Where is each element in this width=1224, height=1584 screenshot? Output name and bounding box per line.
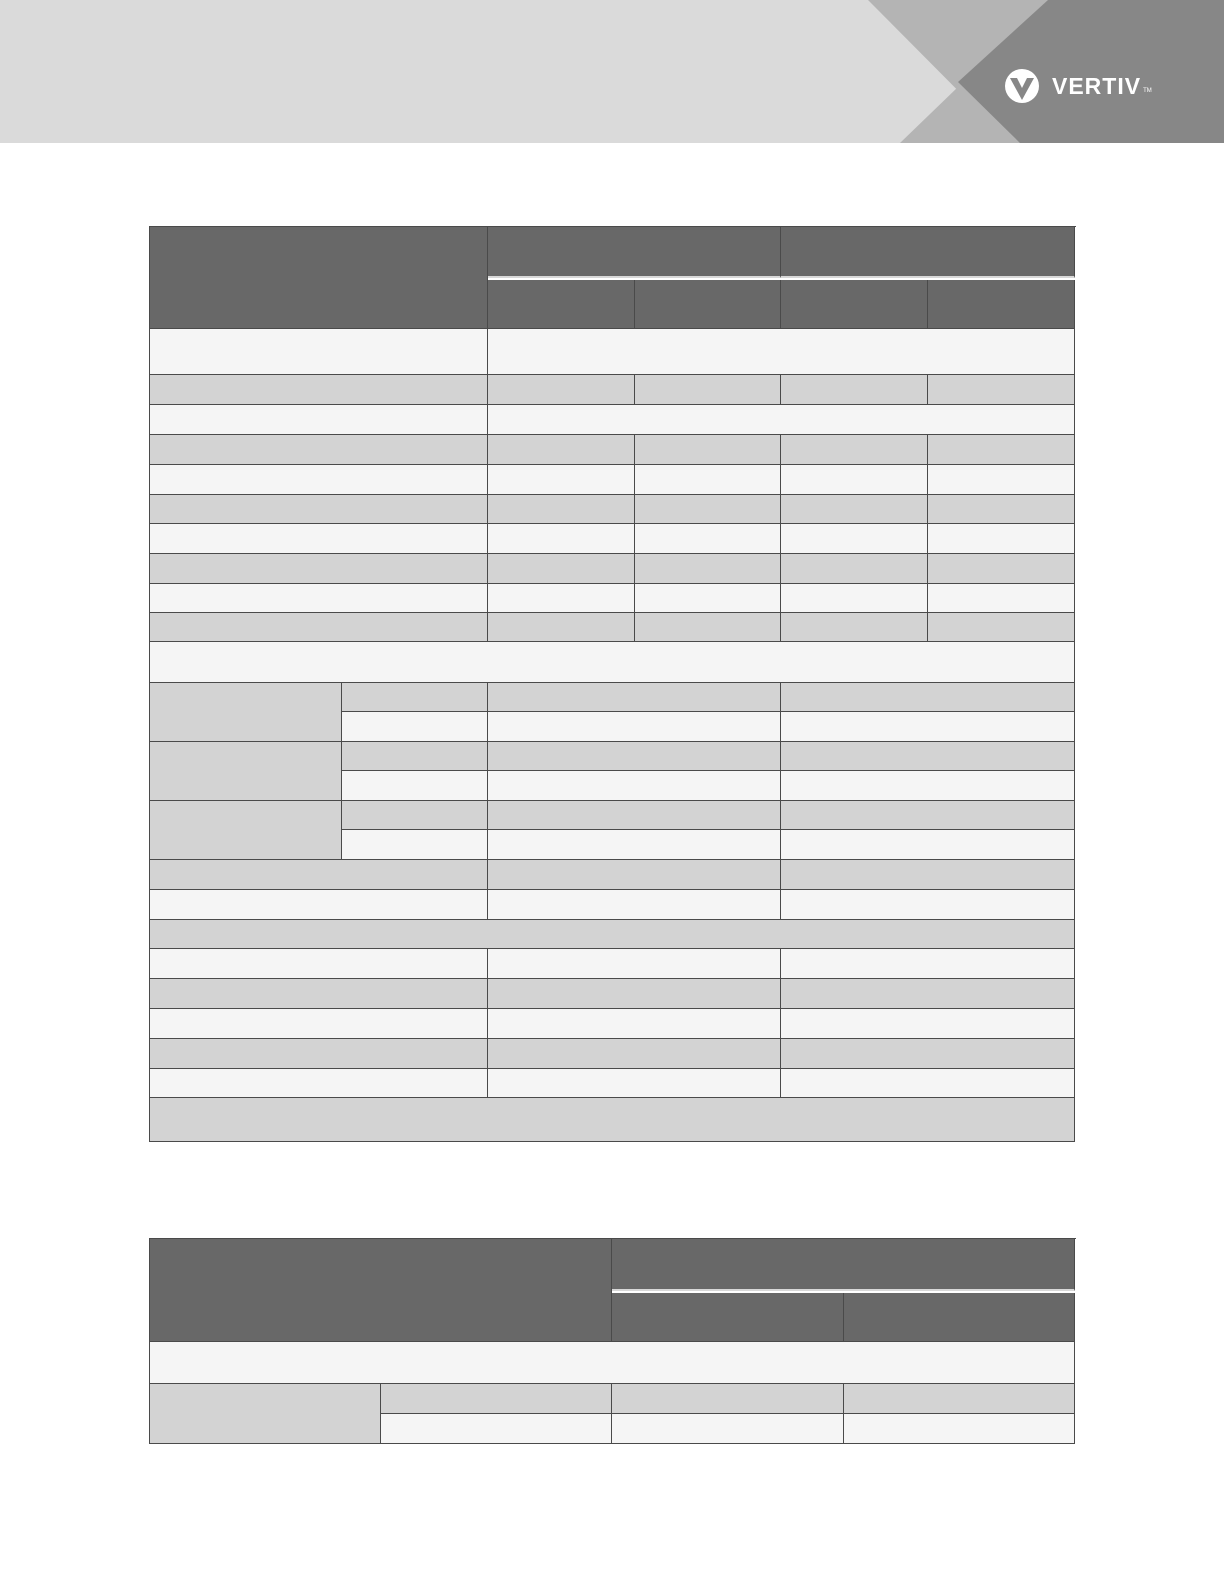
t1-row-value [781,435,928,465]
t1-group-label [150,801,342,860]
t1-row-value [781,495,928,524]
t1-row-value [488,375,635,405]
t1-row-label [150,860,488,890]
t1-row-value [488,465,635,495]
t1-group-label [150,742,342,801]
t1-header-group-b [781,227,1075,278]
vertiv-chevron-logo-icon [1002,68,1042,104]
t1-row-label [150,554,488,584]
t1-row-value [928,375,1075,405]
t1-row-value [781,584,928,613]
t1-group-value-b [781,712,1075,742]
t2-subheader-a [612,1293,844,1342]
t1-row-label [150,495,488,524]
t1-row-value [635,375,781,405]
t1-row-label [150,1009,488,1039]
t1-row-value [928,435,1075,465]
t1-row-value [635,435,781,465]
t2-header-group [612,1239,1075,1291]
t1-row-label [150,375,488,405]
t1-row-value [928,524,1075,554]
t1-group-value-a [488,683,781,712]
t1-group-value-a [488,712,781,742]
t1-row-label [150,979,488,1009]
t1-row-merged-value [488,405,1075,435]
t1-row-value [488,435,635,465]
t1-row-value [635,465,781,495]
t1-row-value [488,554,635,584]
t1-group-label [150,683,342,742]
t1-group-sublabel [342,771,488,801]
t1-group-value-b [781,742,1075,771]
t1-group-sublabel [342,742,488,771]
t1-row-value-b [781,1069,1075,1098]
t1-row-value [928,465,1075,495]
t1-row-value-b [781,860,1075,890]
t2-group-value-b [844,1384,1075,1414]
t1-row-value-a [488,890,781,920]
t1-row-value-a [488,860,781,890]
t1-row-value [928,554,1075,584]
t1-row-value [781,613,928,642]
t1-row-value-a [488,949,781,979]
t1-group-value-b [781,830,1075,860]
t1-group-value-a [488,742,781,771]
t2-header-label [150,1239,612,1291]
t2-section-row [150,1342,1075,1384]
t1-row-value [635,524,781,554]
t1-row-value [928,584,1075,613]
t1-row-label [150,1039,488,1069]
t1-group-value-a [488,830,781,860]
t1-row-label [150,465,488,495]
t1-row-label [150,1069,488,1098]
logo-wordmark: VERTIV [1052,72,1142,99]
t2-group-sublabel [381,1384,612,1414]
t1-group-value-a [488,801,781,830]
t1-row-value [488,524,635,554]
t1-subheader-a2 [635,280,781,329]
t1-group-value-b [781,801,1075,830]
t2-group-value-b [844,1414,1075,1444]
t1-section-row [150,920,1075,949]
t1-row-value [781,375,928,405]
t1-row-label [150,584,488,613]
logo-trademark: TM [1143,88,1152,94]
t1-row-label [150,890,488,920]
t2-subheader-b [844,1293,1075,1342]
t1-row-value [635,495,781,524]
t1-row-label [150,405,488,435]
t2-group-sublabel [381,1414,612,1444]
t1-row-value [635,554,781,584]
t1-row-value-a [488,1039,781,1069]
t1-row-label [150,949,488,979]
t1-group-value-b [781,771,1075,801]
t1-row-merged-value [488,329,1075,375]
t1-section-row [150,642,1075,683]
t1-footnote-row [150,1098,1075,1142]
t1-row-value-b [781,949,1075,979]
t1-row-value-b [781,1039,1075,1069]
t1-row-label [150,524,488,554]
vertiv-logo [1002,66,1152,106]
t1-group-sublabel [342,801,488,830]
t1-row-value [781,554,928,584]
t1-row-value-b [781,979,1075,1009]
t2-subheader-label [150,1291,612,1342]
t1-row-label [150,329,488,375]
t1-row-value [781,465,928,495]
t1-row-label [150,613,488,642]
t1-group-sublabel [342,830,488,860]
t1-subheader-label [150,278,488,329]
t1-group-value-a [488,771,781,801]
t1-row-value-a [488,1009,781,1039]
t1-header-label [150,227,488,278]
t1-row-value [488,613,635,642]
t1-row-value-a [488,1069,781,1098]
t1-row-value [781,524,928,554]
t1-row-value [928,495,1075,524]
t1-row-value [488,584,635,613]
t1-row-value-b [781,1009,1075,1039]
t1-group-sublabel [342,712,488,742]
t1-header-group-a [488,227,781,278]
t1-subheader-a1 [488,280,635,329]
t1-subheader-b2 [928,280,1075,329]
t1-row-value-a [488,979,781,1009]
page-header [0,0,1224,143]
t2-group-label [150,1384,381,1444]
t2-group-value-a [612,1384,844,1414]
t1-subheader-b1 [781,280,928,329]
t1-row-value [488,495,635,524]
t1-row-label [150,435,488,465]
t1-row-value [635,584,781,613]
t1-group-sublabel [342,683,488,712]
t1-row-value [928,613,1075,642]
t2-group-value-a [612,1414,844,1444]
t1-row-value-b [781,890,1075,920]
t1-group-value-b [781,683,1075,712]
t1-row-value [635,613,781,642]
